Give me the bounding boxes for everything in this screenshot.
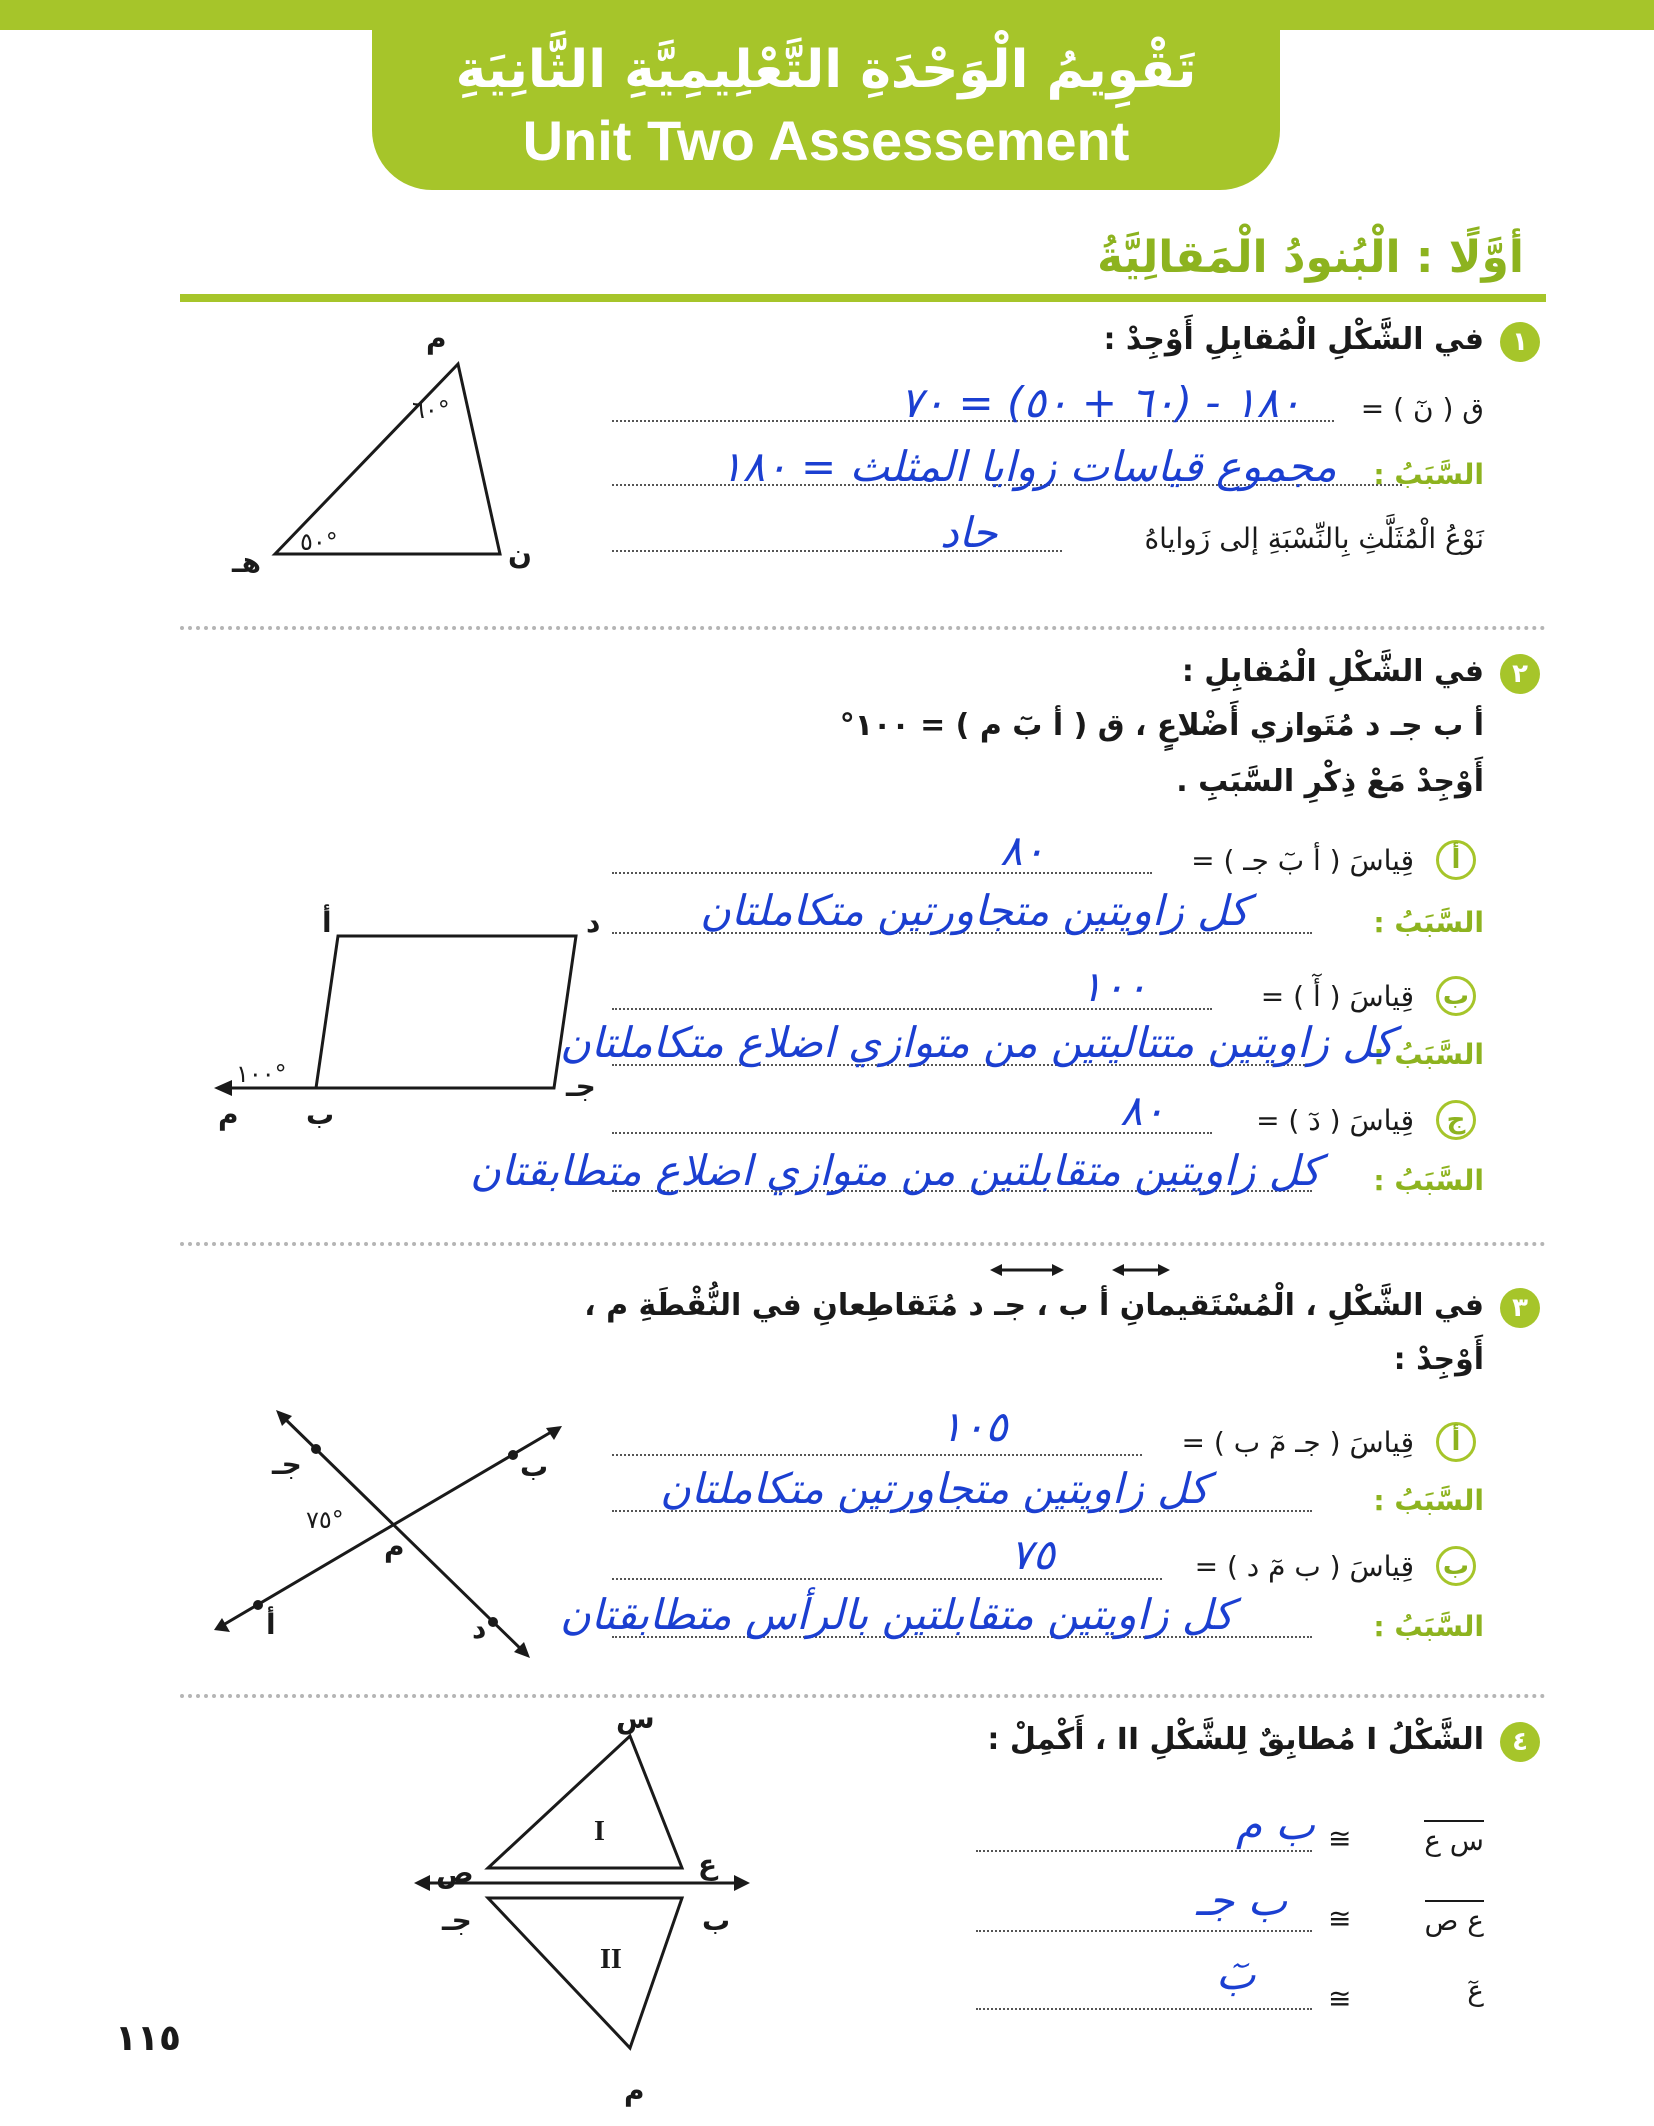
q1-label-h: هـ: [232, 546, 261, 579]
q1-label-n: ن: [508, 538, 532, 571]
q3-label-m: م: [384, 1530, 405, 1563]
q4-row3-left: عٓ: [1467, 1974, 1484, 2007]
q3-part-a-reason: كل زاويتين متجاورتين متكاملتان: [660, 1464, 1209, 1513]
q2-label-a: أ: [322, 906, 332, 939]
q3-label-d: د: [472, 1612, 487, 1645]
q3-label-j: جـ: [272, 1448, 302, 1481]
q2-part-a-reason: كل زاويتين متجاورتين متكاملتان: [700, 886, 1249, 935]
question-2-number: ٢: [1500, 654, 1540, 694]
q3-line-symbols: [990, 1258, 1190, 1282]
q2-part-c-reason-label: السَّبَبُ :: [1373, 1164, 1484, 1197]
question-2-instruction: أَوْجِدْ مَعْ ذِكْرِ السَّبَبِ .: [1176, 764, 1484, 799]
q4-row3-dots: [976, 2006, 1312, 2010]
header-title-ar: تَقْوِيمُ الْوَحْدَةِ التَّعْلِيمِيَّةِ الثَّانِيَةِ: [455, 40, 1197, 100]
q1-reason: مجموع قياسات زوايا المثلث = ١٨٠: [720, 442, 1337, 491]
q3-label-b: ب: [520, 1450, 549, 1483]
q2-part-c-label: قِياسَ ( دٓ ) =: [1256, 1104, 1414, 1137]
q2-part-a-dots: [612, 870, 1152, 874]
q2-part-b-label: قِياسَ ( أٓ ) =: [1260, 980, 1414, 1013]
q1-angle-m: ٦٠°: [412, 396, 450, 424]
header-title-en: Unit Two Assessement: [522, 109, 1130, 172]
divider-3: [180, 1694, 1546, 1698]
question-3-prompt2: أَوْجِدْ :: [1393, 1342, 1484, 1377]
q4-row1-cong: ≅: [1328, 1822, 1352, 1855]
q3-part-a-letter: أ: [1436, 1422, 1476, 1462]
q4-triangle-II: [488, 1898, 682, 2048]
q4-label-j: جـ: [442, 1904, 472, 1937]
question-1-number: ١: [1500, 322, 1540, 362]
q2-part-b-letter: ب: [1436, 976, 1476, 1016]
question-4-prompt: الشَّكْلُ I مُطابِقٌ لِلشَّكْلِ II ، أَكْمِلْ :: [987, 1722, 1484, 1757]
question-2-given: أ ب جـ د مُتَوازي أَضْلاعٍ ، ق ( أ بٓ م ) = ١٠٠°: [839, 708, 1484, 743]
q3-part-b-reason-label: السَّبَبُ :: [1373, 1610, 1484, 1643]
q3-part-a-answer: ١٠٥: [940, 1402, 1008, 1451]
q4-label-b: ب: [702, 1904, 731, 1937]
q4-row2-answer: ب جـ: [1196, 1876, 1288, 1925]
q1-triangle: [275, 364, 500, 554]
question-3-number: ٣: [1500, 1288, 1540, 1328]
q1-line1-label: ق ( نٓ ) =: [1360, 392, 1484, 425]
q3-line-ab: [218, 1428, 558, 1628]
q1-answer1: ١٨٠ - (٦٠ + ٥٠) = ٧٠: [900, 378, 1302, 427]
q2-part-a-label: قِياسَ ( أ بٓ جـ ) =: [1191, 844, 1414, 877]
q4-row1-answer: ب م: [1236, 1800, 1315, 1849]
q3-part-a-dots: [612, 1452, 1142, 1456]
q3-part-a-label: قِياسَ ( جـ مٓ ب ) =: [1181, 1426, 1414, 1459]
divider-2: [180, 1242, 1546, 1246]
q3-label-a: أ: [266, 1608, 276, 1641]
q3-part-b-label: قِياسَ ( ب مٓ د ) =: [1194, 1550, 1414, 1583]
q1-reason-label: السَّبَبُ :: [1373, 458, 1484, 491]
q4-row2-left: ع ص: [1425, 1900, 1484, 1937]
q2-part-c-reason: كل زاويتين متقابلتين من متوازي اضلاع متطابقتان: [470, 1146, 1321, 1195]
q2-part-b-reason-label: السَّبَبُ :: [1373, 1038, 1484, 1071]
q4-label-e: ع: [698, 1848, 718, 1881]
q2-part-a-letter: أ: [1436, 840, 1476, 880]
q3-part-b-dots: [612, 1576, 1162, 1580]
q2-parallelogram: [316, 936, 576, 1088]
q2-label-d: د: [586, 906, 601, 939]
q1-label-m: م: [426, 322, 447, 355]
question-1-prompt: في الشَّكْلِ الْمُقابِلِ أَوْجِدْ :: [1103, 322, 1484, 357]
q1-angle-h: ٥٠°: [300, 528, 338, 556]
question-3-prompt: في الشَّكْلِ ، الْمُسْتَقيمانِ أ ب ، جـ د مُتَقاطِعانِ في النُّقْطَةِ م ،: [584, 1288, 1484, 1323]
divider-1: [180, 626, 1546, 630]
q2-part-c-answer: ٨٠: [1120, 1086, 1166, 1135]
q4-label-I: I: [594, 1816, 605, 1847]
q2-part-b-answer: ١٠٠: [1080, 962, 1148, 1011]
q2-part-a-reason-label: السَّبَبُ :: [1373, 906, 1484, 939]
q3-part-b-reason: كل زاويتين متقابلتين بالرأس متطابقتان: [560, 1590, 1234, 1639]
q4-row3-answer: بٓ: [1216, 1950, 1256, 1999]
q3-angle-label: ٧٥°: [306, 1506, 344, 1534]
q3-part-a-reason-label: السَّبَبُ :: [1373, 1484, 1484, 1517]
q2-label-j: جـ: [566, 1070, 596, 1103]
page-number: ١١٥: [115, 2018, 181, 2059]
q3-part-b-answer: ٧٥: [1010, 1530, 1056, 1579]
q2-angle-label: ١٠٠°: [236, 1060, 287, 1088]
q4-label-m: م: [624, 2074, 645, 2107]
q2-label-b: ب: [306, 1098, 335, 1131]
q1-line3-label: نَوْعُ الْمُثَلَّثِ بِالنِّسْبَةِ إلى زَواياهُ: [1144, 522, 1484, 555]
section-rule: [180, 294, 1546, 302]
q2-label-m: م: [218, 1098, 239, 1131]
q4-label-II: II: [600, 1944, 622, 1975]
q2-part-c-letter: ج: [1436, 1100, 1476, 1140]
q4-row2-cong: ≅: [1328, 1902, 1352, 1935]
q4-label-s2: ص: [436, 1856, 474, 1889]
q4-label-s: س: [616, 1702, 655, 1735]
q2-part-a-answer: ٨٠: [1000, 826, 1046, 875]
q4-row1-left: س ع: [1424, 1820, 1484, 1857]
q4-triangle-I: [488, 1736, 682, 1868]
q4-row2-dots: [976, 1928, 1312, 1932]
q2-arrowhead: [214, 1080, 232, 1096]
question-2-prompt: في الشَّكْلِ الْمُقابِلِ :: [1181, 654, 1484, 689]
q4-row3-cong: ≅: [1328, 1982, 1352, 2015]
q2-part-b-reason: كل زاويتين متتاليتين من متوازي اضلاع متكاملتان: [560, 1018, 1395, 1067]
q2-parallelogram-figure: [200, 900, 620, 1130]
question-4-number: ٤: [1500, 1722, 1540, 1762]
q1-answer3: حاد: [940, 508, 998, 557]
q3-part-b-letter: ب: [1436, 1546, 1476, 1586]
section-title: أوَّلًا : الْبُنودُ الْمَقالِيَّةُ: [1097, 232, 1524, 283]
